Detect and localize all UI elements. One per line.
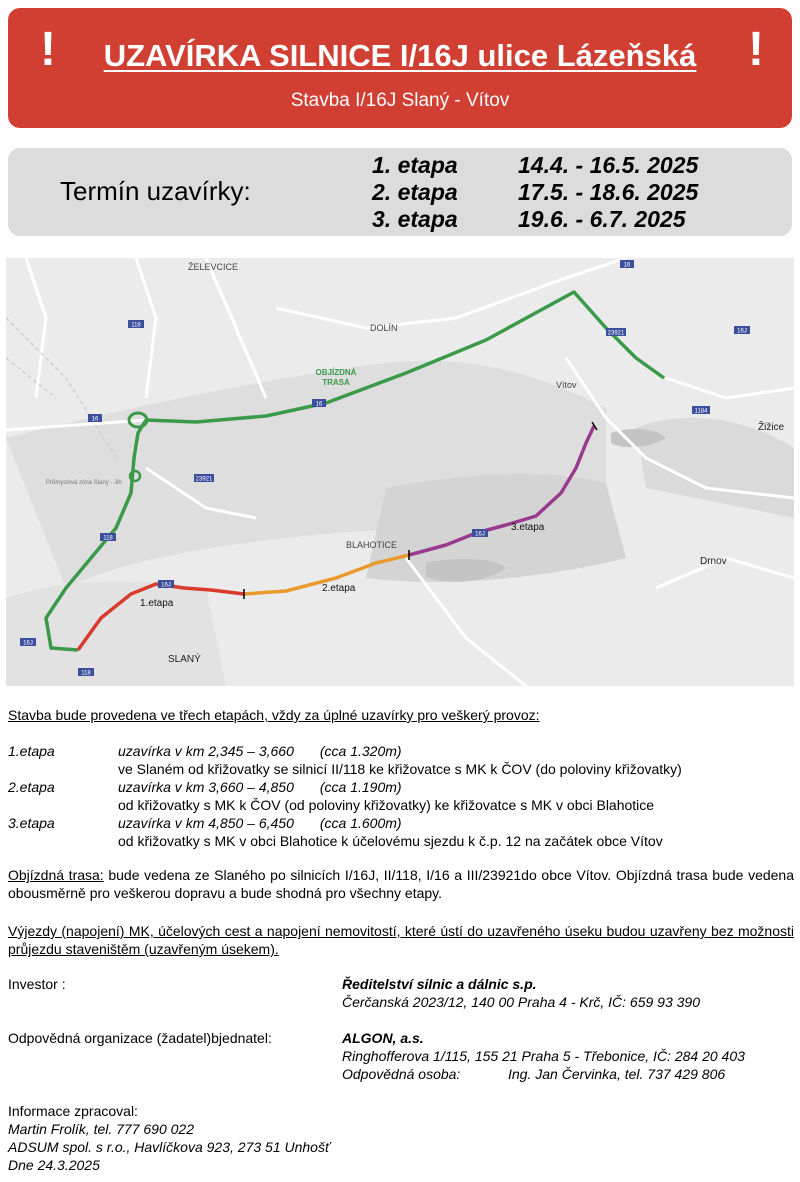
org-label: Odpovědná organizace (žadatel)bjednatel: <box>8 1030 272 1046</box>
investor-label: Investor : <box>8 976 66 992</box>
stage-range: uzavírka v km 2,345 – 3,660 <box>118 743 294 759</box>
org-person-name: Ing. Jan Červinka, tel. 737 429 806 <box>508 1066 726 1082</box>
stage-entry-range <box>118 778 798 796</box>
banner-title: UZAVÍRKA SILNICE I/16J ulice Lázeňská <box>103 38 697 73</box>
stage-range: uzavírka v km 3,660 – 4,850 <box>118 779 294 795</box>
stage-entry-name: 1.etapa <box>8 743 55 759</box>
place-label: Vítov <box>556 380 577 390</box>
stage-entry <box>8 742 794 760</box>
road-badge-label: 16J <box>161 582 171 589</box>
closure-banner <box>8 8 792 128</box>
road-badge-label: 16 <box>623 262 631 269</box>
stage-entry-name: 2.etapa <box>8 779 55 795</box>
schedule-row <box>372 152 758 179</box>
place-label: ŽELEVCICE <box>188 262 239 272</box>
exits-paragraph: Výjezdy (napojení) MK, účelových cest a napojení nemovitostí, které ústí do uzavřeného úseku budou uzavřeny bez možnosti průjezdu staveništěm (uzavřeným úsekem). <box>8 923 794 957</box>
road-badge-label: 16 <box>91 416 99 423</box>
exclamation-icon: ! <box>40 23 56 76</box>
road-badge-label: 118 <box>81 670 91 677</box>
stage-dates: 19.6. - 6.7. 2025 <box>518 206 686 232</box>
detour-map <box>6 258 794 686</box>
info-line: Martin Frolík, tel. 777 690 022 <box>8 1121 194 1137</box>
info-line: Dne 24.3.2025 <box>8 1157 100 1173</box>
detour-label: Objízdná trasa: <box>8 867 104 883</box>
map-svg <box>6 258 794 686</box>
town-area <box>6 581 226 686</box>
place-label: Drnov <box>700 556 727 567</box>
org-person <box>342 1066 792 1084</box>
stage-length: (cca 1.190m) <box>319 779 402 795</box>
org-name: ALGON, a.s. <box>342 1030 424 1046</box>
stage-label: 1.etapa <box>140 598 174 609</box>
stage-dates: 17.5. - 18.6. 2025 <box>518 179 699 205</box>
info-block <box>8 1102 330 1174</box>
stage-dates: 14.4. - 16.5. 2025 <box>518 152 699 178</box>
road-badge-label: 16 <box>315 401 323 408</box>
schedule-row <box>372 206 758 233</box>
detour-label-line: OBJÍZDNÁ <box>315 368 357 377</box>
stage-name: 3. etapa <box>372 206 458 232</box>
stage-length: (cca 1.320m) <box>319 743 402 759</box>
info-line: ADSUM spol. s r.o., Havlíčkova 923, 273 51 Unhošť <box>8 1139 330 1155</box>
schedule-row <box>372 179 758 206</box>
place-label: Průmyslová zóna Slaný - Jih <box>46 480 122 486</box>
stage-name: 1. etapa <box>372 152 458 178</box>
stage-entry-desc: od křižovatky s MK v obci Blahotice k účelovému sjezdu k č.p. 12 na začátek obce Vítov <box>118 833 663 849</box>
schedule-box <box>8 148 792 236</box>
info-heading: Informace zpracoval: <box>8 1103 138 1119</box>
schedule-label: Termín uzavírky: <box>60 176 251 206</box>
stage-entry-desc: od křižovatky s MK k ČOV (od poloviny křižovatky) ke křižovatce s MK v obci Blahotice <box>118 797 655 813</box>
detour-paragraph <box>8 866 794 902</box>
detour-label-line: TRASA <box>322 378 350 387</box>
stage-entry-range <box>118 814 798 832</box>
road-badge-label: 118 <box>103 535 113 542</box>
org-person-label: Odpovědná osoba: <box>342 1066 461 1082</box>
stage-entry-desc: ve Slaném od křižovatky se silnicí II/118 ke křižovatce s MK k ČOV (do poloviny křižovatky) <box>118 761 682 777</box>
intro-text: Stavba bude provedena ve třech etapách, vždy za úplné uzavírky pro veškerý provoz: <box>8 707 540 723</box>
stage-label: 2.etapa <box>322 583 356 594</box>
place-label: DOLÍN <box>370 323 398 333</box>
stage-label: 3.etapa <box>511 522 545 533</box>
stage-range: uzavírka v km 4,850 – 6,450 <box>118 815 294 831</box>
stage-name: 2. etapa <box>372 179 458 205</box>
road-badge-label: 23921 <box>607 330 625 337</box>
stage-length: (cca 1.600m) <box>319 815 402 831</box>
place-label: Žižice <box>758 422 785 433</box>
place-label: SLANÝ <box>168 654 201 665</box>
road-badge-label: 16J <box>23 640 33 647</box>
stage-entry <box>8 778 794 796</box>
road-badge-label: 16J <box>475 531 485 538</box>
schedule-rows <box>372 152 758 233</box>
stage-entry <box>8 814 794 832</box>
investor-name: Ředitelství silnic a dálnic s.p. <box>342 976 537 992</box>
road-badge-label: 16J <box>737 328 747 335</box>
road-badge-label: 23921 <box>195 476 213 483</box>
detour-text: bude vedena ze Slaného po silnicích I/16J, II/118, I/16 a III/23921do obce Vítov. Objízdná trasa bude vedena obousměrně pro veškerou dopravu a bude shodná pro všechny etapy. <box>8 867 794 901</box>
road-badge-label: 118 <box>131 322 141 329</box>
exclamation-icon: ! <box>748 23 764 76</box>
banner-subtitle: Stavba I/16J Slaný - Vítov <box>290 90 510 111</box>
stage-entry-name: 3.etapa <box>8 815 55 831</box>
stage-entry-range <box>118 742 798 760</box>
investor-address: Čerčanská 2023/12, 140 00 Praha 4 - Krč, IČ: 659 93 390 <box>342 994 701 1010</box>
place-label: BLAHOTICE <box>346 540 398 550</box>
org-address: Ringhofferova 1/115, 155 21 Praha 5 - Třebonice, IČ: 284 20 403 <box>342 1048 745 1064</box>
road-badge-label: 1184 <box>694 408 708 415</box>
